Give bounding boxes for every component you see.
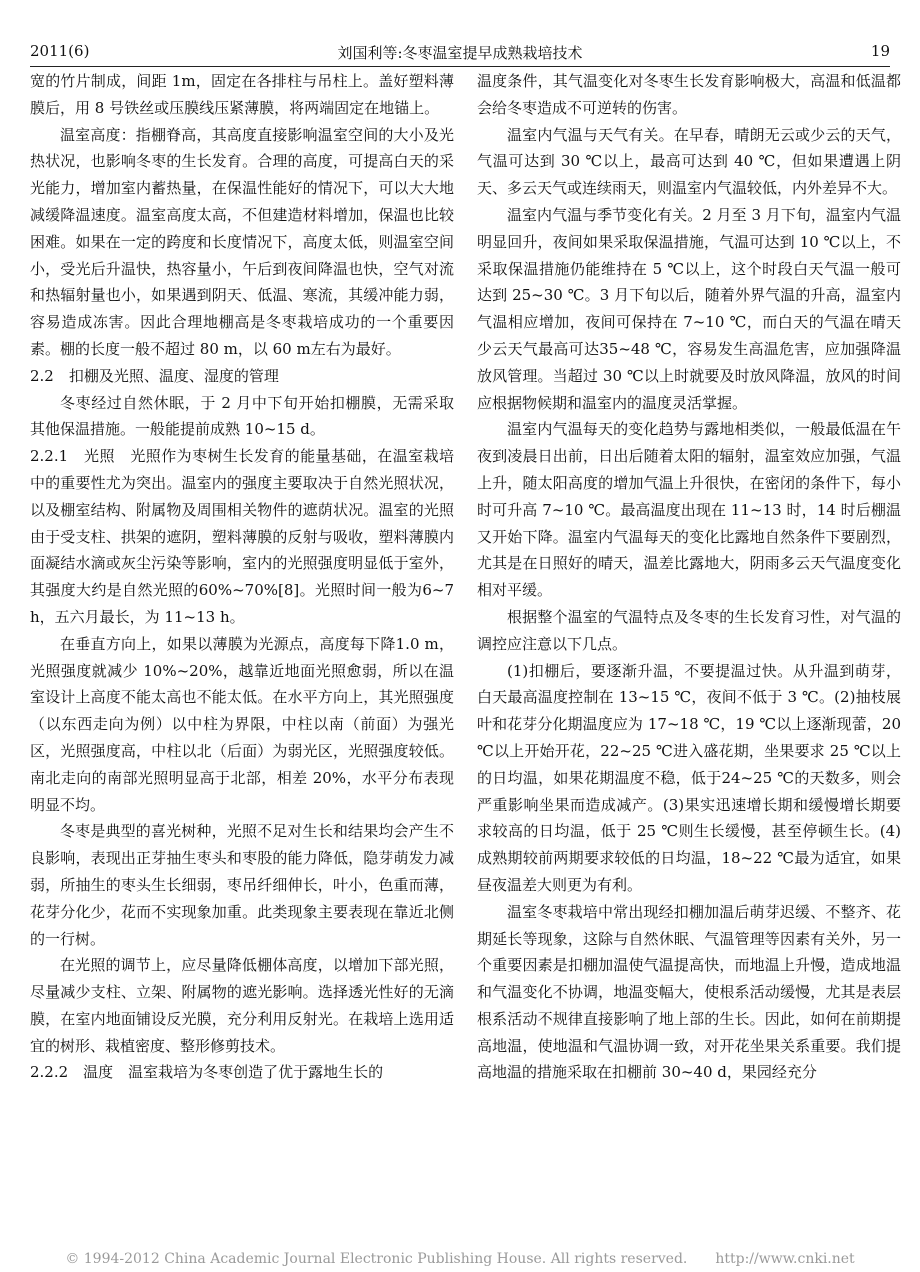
paragraph: 冬枣经过自然休眠，于 2 月中下旬开始扣棚膜，无需采取其他保温措施。一般能提前成熟 10~15 d。 bbox=[30, 393, 454, 439]
section-heading: 2.2 扣棚及光照、温度、湿度的管理 bbox=[30, 366, 279, 385]
paragraph: 在垂直方向上，如果以薄膜为光源点，高度每下降1.0 m，光照强度就减少 10%~20%，越靠近地面光照愈弱，所以在温室设计上高度不能太高也不能太低。在水平方向上，其光照强度（以东西走向为例）以中柱为界限，中柱以南（前面）为强光区，光照强度高，中柱以北（后面）为弱光区，光照强度较低。南北走向的南部光照明显高于北部，相差 20%，水平分布表现明显不均。 bbox=[30, 634, 454, 814]
copyright-footer: © 1994-2012 China Academic Journal Electronic Publishing House. All rights reserved. http://www.cnki.net bbox=[65, 1251, 855, 1267]
paragraph: 宽的竹片制成，间距 1m，固定在各排柱与吊柱上。盖好塑料薄膜后，用 8 号铁丝或压膜线压紧薄膜，将两端固定在地锚上。 bbox=[30, 72, 454, 117]
subsection-paragraph: 2.2.2 温度 温室栽培为冬枣创造了优于露地生长的 bbox=[30, 1063, 384, 1082]
paragraph: 温室内气温与季节变化有关。2 月至 3 月下旬，温室内气温明显回升，夜间如果采取保温措施，气温可达到 10 ℃以上，不采取保温措施仍能维持在 5 ℃以上，这个时段白天气温一般可达到 25~30 ℃。3 月下旬以后，随着外界气温的升高，温室内气温相应增加，夜间可保持在 7~10 ℃，而白天的气温在晴天少云天气最高可达35~48 ℃，容易发生高温危害，应加强降温放风管理。当超过 30 ℃以上时就要及时放风降温，放风的时间应根据物候期和温室内的温度灵活掌握。 bbox=[477, 205, 901, 412]
subsection-paragraph: 2.2.1 光照 光照作为枣树生长发育的能量基础，在温室栽培中的重要性尤为突出。温室内的强度主要取决于自然光照状况，以及棚室结构、附属物及周围相关物件的遮荫状况。温室的光照由于受支柱、拱架的遮阴，塑料薄膜的反射与吸收，塑料薄膜内面凝结水滴或灰尘污染等影响，室内的光照强度明显低于室外，其强度大约是自然光照的60%~70%[8]。光照时间一般为6~7 h，五六月最长，为 11~13 h。 bbox=[30, 447, 454, 626]
paragraph: 温室高度：指棚脊高，其高度直接影响温室空间的大小及光热状况，也影响冬枣的生长发育。合理的高度，可提高白天的采光能力，增加室内蓄热量，在保温性能好的情况下，可以大大地减缓降温速度。温室高度太高，不但建造材料增加，保温也比较困难。如果在一定的跨度和长度情况下，高度太低，则温室空间小，受光后升温快，热容量小，午后到夜间降温也快，空气对流和热辐射量也小，如果遇到阴天、低温、寒流，其缓冲能力弱，容易造成冻害。因此合理地棚高是冬枣栽培成功的一个重要因素。棚的长度一般不超过 80 m，以 60 m左右为最好。 bbox=[30, 125, 454, 358]
running-header bbox=[30, 40, 890, 67]
paragraph: 温室冬枣栽培中常出现经扣棚加温后萌芽迟缓、不整齐、花期延长等现象，这除与自然休眠、气温管理等因素有关外，另一个重要因素是扣棚加温使气温提高快，而地温上升慢，造成地温和气温变化不协调，地温变幅大，使根系活动缓慢，尤其是表层根系活动不规律直接影响了地上部的生长。因此，如何在前期提高地温，使地温和气温协调一致，对开花坐果关系重要。我们提高地温的措施采取在扣棚前 30~40 d，果园经充分 bbox=[477, 902, 901, 1082]
running-title: 刘国利等:冬枣温室提早成熟栽培技术 bbox=[337, 44, 583, 62]
page-number: 19 bbox=[870, 42, 890, 60]
paragraph: 温度条件，其气温变化对冬枣生长发育影响极大，高温和低温都会给冬枣造成不可逆转的伤害。 bbox=[477, 72, 901, 117]
paragraph: (1)扣棚后，要逐渐升温，不要提温过快。从升温到萌芽，白天最高温度控制在 13~15 ℃，夜间不低于 3 ℃。(2)抽枝展叶和花芽分化期温度应为 17~18 ℃，19 ℃以上逐渐现蕾，20 ℃以上开始开花，22~25 ℃进入盛花期，坐果要求 25 ℃以上的日均温，如果花期温度不稳，低于24~25 ℃的天数多，则会严重影响坐果而造成减产。(3)果实迅速增长期和缓慢增长期要求较高的日均温，低于 25 ℃则生长缓慢，甚至停顿生长。(4)成熟期较前两期要求较低的日均温，18~22 ℃最为适宜，如果昼夜温差大则更为有利。 bbox=[477, 661, 901, 894]
paragraph: 温室内气温与天气有关。在早春，晴朗无云或少云的天气，气温可达到 30 ℃以上，最高可达到 40 ℃，但如果遭遇上阴天、多云天气或连续雨天，则温室内气温较低，内外差异不大。 bbox=[477, 125, 901, 198]
journal-issue: 2011(6) bbox=[30, 42, 90, 60]
paragraph: 冬枣是典型的喜光树种，光照不足对生长和结果均会产生不良影响，表现出正芽抽生枣头和枣股的能力降低，隐芽萌发力减弱，所抽生的枣头生长细弱，枣吊纤细伸长，叶小，色重而薄，花芽分化少，花而不实现象加重。此类现象主要表现在靠近北侧的一行树。 bbox=[30, 822, 454, 948]
paragraph: 在光照的调节上，应尽量降低棚体高度，以增加下部光照，尽量减少支柱、立架、附属物的遮光影响。选择透光性好的无滴膜，在室内地面铺设反光膜，充分利用反射光。在栽培上选用适宜的树形、栽植密度、整形修剪技术。 bbox=[30, 956, 454, 1055]
paragraph: 根据整个温室的气温特点及冬枣的生长发育习性，对气温的调控应注意以下几点。 bbox=[477, 607, 901, 653]
right-column bbox=[477, 68, 901, 1086]
paragraph: 温室内气温每天的变化趋势与露地相类似，一般最低温在午夜到凌晨日出前，日出后随着太阳的辐射，温室效应加强，气温上升，随太阳高度的增加气温上升很快，在密闭的条件下，每小时可升高 7~10 ℃。最高温度出现在 11~13 时，14 时后棚温又开始下降。温室内气温每天的变化比露地自然条件下要剧烈，尤其是在日照好的晴天，温差比露地大，阴雨多云天气温度变化相对平缓。 bbox=[477, 420, 901, 600]
left-column bbox=[30, 68, 454, 1086]
